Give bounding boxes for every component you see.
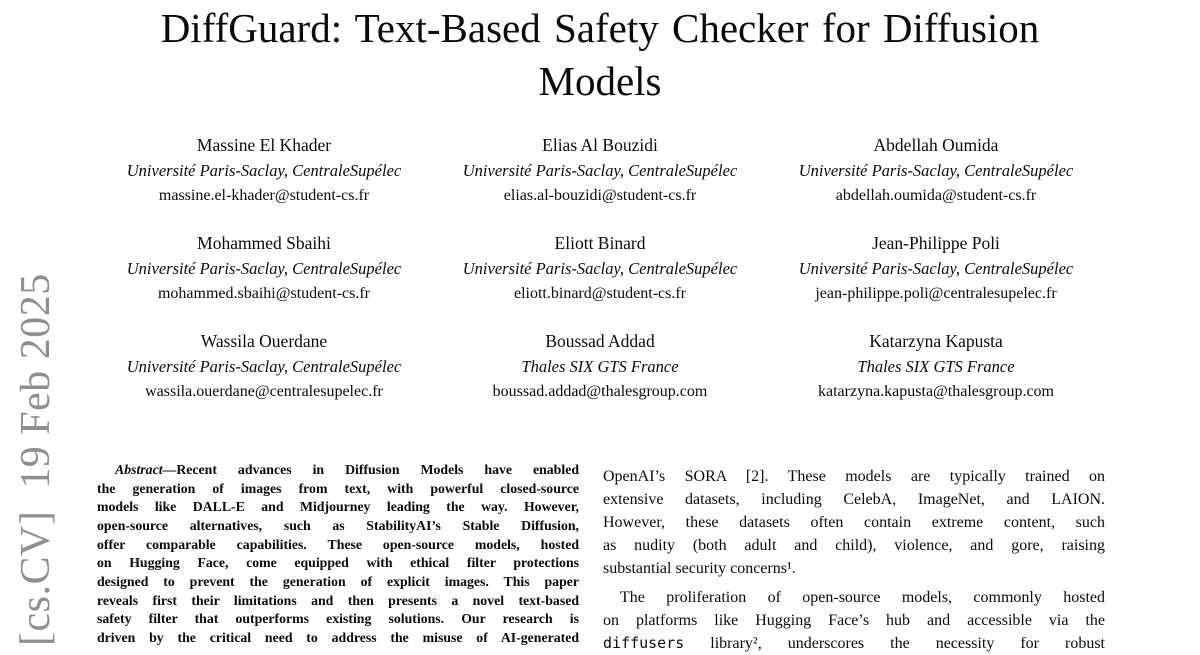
abstract-line: safety filter that outperforms existing solutions. Our research is (97, 611, 579, 627)
intro-line: However, these datasets often contain extreme content, such (603, 514, 1105, 531)
author-block (768, 231, 1104, 306)
author-email: katarzyna.kapusta@thalesgroup.com (818, 383, 1054, 400)
author-block (96, 231, 432, 306)
author-block (432, 133, 768, 208)
abstract-lines (97, 480, 579, 648)
intro-paragraph-2-line2: on platforms like Hugging Face’s hub and accessible via the (603, 612, 1105, 629)
author-name: Mohammed Sbaihi (197, 233, 331, 253)
body-columns (97, 461, 1105, 655)
author-email: mohammed.sbaihi@student-cs.fr (157, 285, 371, 302)
author-block (768, 133, 1104, 208)
author-name: Elias Al Bouzidi (542, 135, 658, 155)
author-affiliation: Université Paris-Saclay, CentraleSupélec (126, 357, 402, 376)
author-email: elias.al-bouzidi@student-cs.fr (503, 187, 697, 204)
author-name: Katarzyna Kapusta (869, 331, 1003, 351)
author-email: boussad.addad@thalesgroup.com (492, 383, 708, 400)
author-name: Wassila Ouerdane (200, 331, 328, 351)
author-affiliation: Université Paris-Saclay, CentraleSupélec (126, 161, 402, 180)
author-affiliation: Thales SIX GTS France (521, 357, 679, 376)
abstract-line: models like DALL-E and Midjourney leading the way. However, (97, 499, 579, 515)
author-name: Boussad Addad (545, 331, 655, 351)
paper-title-line2: Models (538, 58, 662, 104)
diffusers-library-name: diffusers (603, 634, 685, 652)
paper-title-line1: DiffGuard: Text-Based Safety Checker for Diffusion (160, 5, 1040, 51)
author-name: Massine El Khader (196, 135, 332, 155)
paper-title (60, 2, 1140, 108)
author-block (768, 329, 1104, 404)
intro-paragraph-2-line3 (603, 632, 1105, 655)
authors-grid (96, 133, 1104, 404)
intro-paragraph-1 (603, 465, 1105, 557)
author-affiliation: Thales SIX GTS France (857, 357, 1015, 376)
author-name: Abdellah Oumida (873, 135, 999, 155)
abstract-line: open-source alternatives, such as StabilityAI’s Stable Diffusion, (97, 517, 579, 533)
author-affiliation: Université Paris-Saclay, CentraleSupélec (462, 259, 738, 278)
author-affiliation: Université Paris-Saclay, CentraleSupélec (462, 161, 738, 180)
author-name: Jean-Philippe Poli (872, 233, 1000, 253)
intro-column (603, 461, 1105, 655)
author-affiliation: Université Paris-Saclay, CentraleSupélec (798, 161, 1074, 180)
intro-paragraph-2-line1: The proliferation of open-source models, commonly hosted (620, 589, 1105, 606)
abstract-line: driven by the critical need to address the misuse of AI-generated (97, 629, 579, 645)
abstract-line: reveals first their limitations and then presents a novel text-based (97, 592, 579, 608)
arxiv-category-date-banner: [cs.CV] 19 Feb 2025 (13, 273, 59, 646)
intro-paragraph-1-last-line: substantial security concerns¹. (603, 560, 796, 577)
intro-line: extensive datasets, including CelebA, ImageNet, and LAION. (603, 491, 1105, 508)
author-email: abdellah.oumida@student-cs.fr (835, 187, 1037, 204)
author-email: jean-philippe.poli@centralesupelec.fr (815, 285, 1057, 302)
intro-line: OpenAI’s SORA [2]. These models are typically trained on (603, 468, 1105, 485)
author-name: Eliott Binard (554, 233, 646, 253)
abstract-column (97, 461, 579, 655)
author-affiliation: Université Paris-Saclay, CentraleSupélec (798, 259, 1074, 278)
intro-line: as nudity (both adult and child), violence, and gore, raising (603, 537, 1105, 554)
abstract-line: the generation of images from text, with powerful closed-source (97, 480, 579, 496)
abstract-first-line (97, 461, 579, 480)
author-block (96, 133, 432, 208)
author-block (432, 329, 768, 404)
author-affiliation: Université Paris-Saclay, CentraleSupélec (126, 259, 402, 278)
abstract-first-line-text: —Recent advances in Diffusion Models have enabled (162, 462, 579, 477)
abstract-line: on Hugging Face, come equipped with ethical filter protections (97, 555, 579, 571)
author-email: eliott.binard@student-cs.fr (513, 285, 687, 302)
author-block (96, 329, 432, 404)
abstract-label: Abstract (115, 462, 163, 477)
abstract-line: offer comparable capabilities. These open-source models, hosted (97, 536, 579, 552)
intro-paragraph-2-line3-rest: library², underscores the necessity for robust (684, 635, 1105, 652)
author-block (432, 231, 768, 306)
abstract-line: designed to prevent the generation of explicit images. This paper (97, 573, 579, 589)
author-email: wassila.ouerdane@centralesupelec.fr (145, 383, 383, 400)
author-email: massine.el-khader@student-cs.fr (158, 187, 370, 204)
